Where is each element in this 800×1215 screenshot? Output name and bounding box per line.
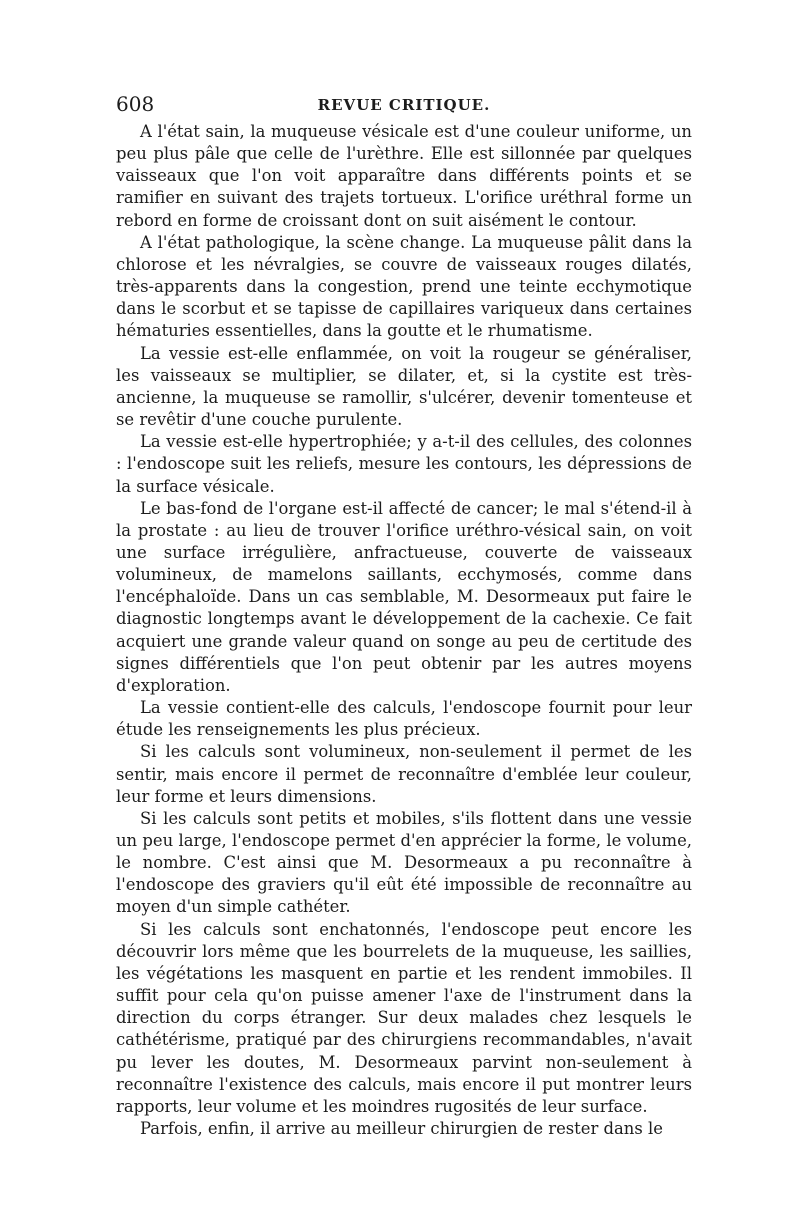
paragraph: Si les calculs sont petits et mobiles, s'ils flottent dans une vessie un peu large, l'endoscope permet d'en apprécier la forme, le volume, le nombre. C'est ainsi que M. Desormeaux a pu reconnaître à l'endoscope des graviers qu'il eût été impossible de reconnaître au moyen d'un simple cathéter. <box>116 808 692 917</box>
page-number: 608 <box>116 92 155 116</box>
running-title: REVUE CRITIQUE. <box>317 96 491 114</box>
paragraph: Parfois, enfin, il arrive au meilleur chirurgien de rester dans le <box>140 1119 663 1139</box>
paragraph: La vessie est-elle enflammée, on voit la rougeur se généraliser, les vaisseaux se multiplier, se dilater, et, si la cystite est très-ancienne, la muqueuse se ramollir, s'ulcérer, devenir tomenteuse et se revêtir d'une couche purulente. <box>116 343 692 430</box>
page-header <box>116 92 692 120</box>
paragraph: Si les calculs sont enchatonnés, l'endoscope peut encore les découvrir lors même que les bourrelets de la muqueuse, les saillies, les végétations les masquent en partie et les rendent immobiles. Il suffit pour cela qu'on puisse amener l'axe de l'instrument dans la direction du corps étranger. Sur deux malades chez lesquels le cathétérisme, pratiqué par des chirurgiens recommandables, n'avait pu lever les doutes, M. Desormeaux parvint non-seulement à reconnaître l'existence des calculs, mais encore il put montrer leurs rapports, leur volume et les moindres rugosités de leur surface. <box>116 919 692 1116</box>
paragraph: Le bas-fond de l'organe est-il affecté de cancer; le mal s'étend-il à la prostate : au lieu de trouver l'orifice uréthro-vésical sain, on voit une surface irrégulière, anfractueuse, couverte de vaisseaux volumineux, de mamelons saillants, ecchymosés, comme dans l'encéphaloïde. Dans un cas semblable, M. Desormeaux put faire le diagnostic longtemps avant le développement de la cachexie. Ce fait acquiert une grande valeur quand on songe au peu de certitude des signes différentiels que l'on peut obtenir par les autres moyens d'exploration. <box>116 498 692 695</box>
paragraph: La vessie est-elle hypertrophiée; y a-t-il des cellules, des colonnes : l'endoscope suit les reliefs, mesure les contours, les dépressions de la surface vésicale. <box>116 432 692 496</box>
paragraph: Si les calculs sont volumineux, non-seulement il permet de les sentir, mais encore il permet de reconnaître d'emblée leur couleur, leur forme et leurs dimensions. <box>116 742 692 806</box>
paragraph: La vessie contient-elle des calculs, l'endoscope fournit pour leur étude les renseignements les plus précieux. <box>116 698 692 740</box>
paragraph: A l'état pathologique, la scène change. La muqueuse pâlit dans la chlorose et les névralgies, se couvre de vaisseaux rouges dilatés, très-apparents dans la congestion, prend une teinte ecchymotique dans le scorbut et se tapisse de capillaires variqueux dans certaines hématuries essentielles, dans la goutte et le rhumatisme. <box>116 232 692 341</box>
paragraph: A l'état sain, la muqueuse vésicale est d'une couleur uniforme, un peu plus pâle que celle de l'urèthre. Elle est sillonnée par quelques vaisseaux que l'on voit apparaître dans différents points et se ramifier en suivant des trajets tortueux. L'orifice uréthral forme un rebord en forme de croissant dont on suit aisément le contour. <box>116 122 692 230</box>
body-text <box>116 121 692 1140</box>
